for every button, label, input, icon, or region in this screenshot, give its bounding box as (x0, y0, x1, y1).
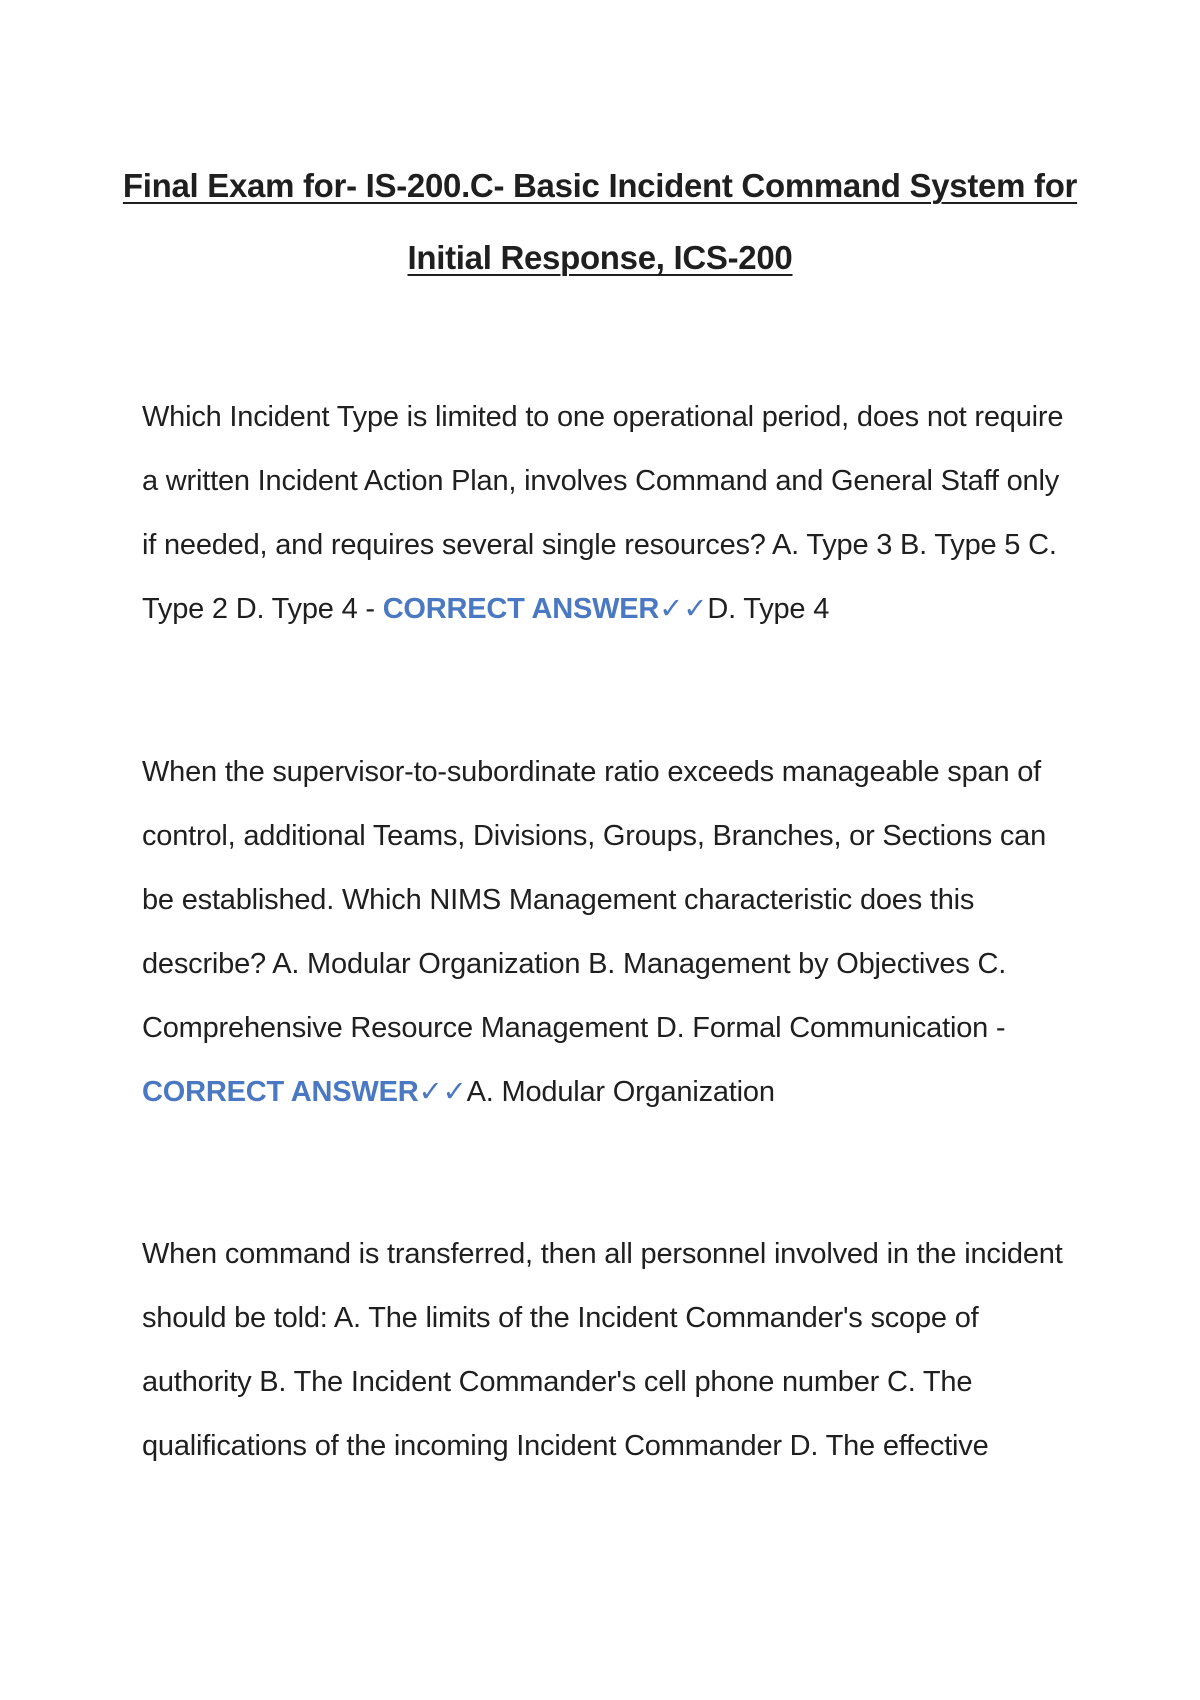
answer-2-text: A. Modular Organization (466, 1076, 775, 1108)
correct-answer-label: CORRECT ANSWER (142, 1076, 419, 1108)
question-block-1 (142, 385, 1072, 641)
question-3-text: When command is transferred, then all personnel involved in the incident should be told: A. The limits of the Incident Commander's scope of authority B. The Incident Commander's cell phone number C. The qualifications of the incoming Incident Commander D. The effective (142, 1238, 1063, 1462)
page-title (120, 150, 1080, 294)
correct-answer-label: CORRECT ANSWER (382, 593, 660, 625)
title-line-1: Final Exam for- IS-200.C- Basic Incident Command System for (122, 167, 1078, 204)
check-icon: ✓✓ (659, 593, 708, 625)
title-line-2: Initial Response, ICS-200 (407, 239, 793, 276)
question-block-3 (142, 1222, 1072, 1478)
check-icon: ✓✓ (418, 1076, 467, 1108)
answer-1-text: D. Type 4 (707, 593, 830, 625)
question-block-2 (142, 740, 1072, 1124)
question-2-text: When the supervisor-to-subordinate ratio exceeds manageable span of control, additional Teams, Divisions, Groups, Branches, or Sections can be established. Which NIMS Management characteristic does this describe? A. Modular Organization B. Management by Objectives C. Comprehensive Resource Management D. Formal Communication - (142, 756, 1047, 1044)
question-1-text: Which Incident Type is limited to one operational period, does not require a written Incident Action Plan, involves Command and General Staff only if needed, and requires several single resources? A. Type 3 B. Type 5 C. Type 2 D. Type 4 - (142, 401, 1064, 625)
